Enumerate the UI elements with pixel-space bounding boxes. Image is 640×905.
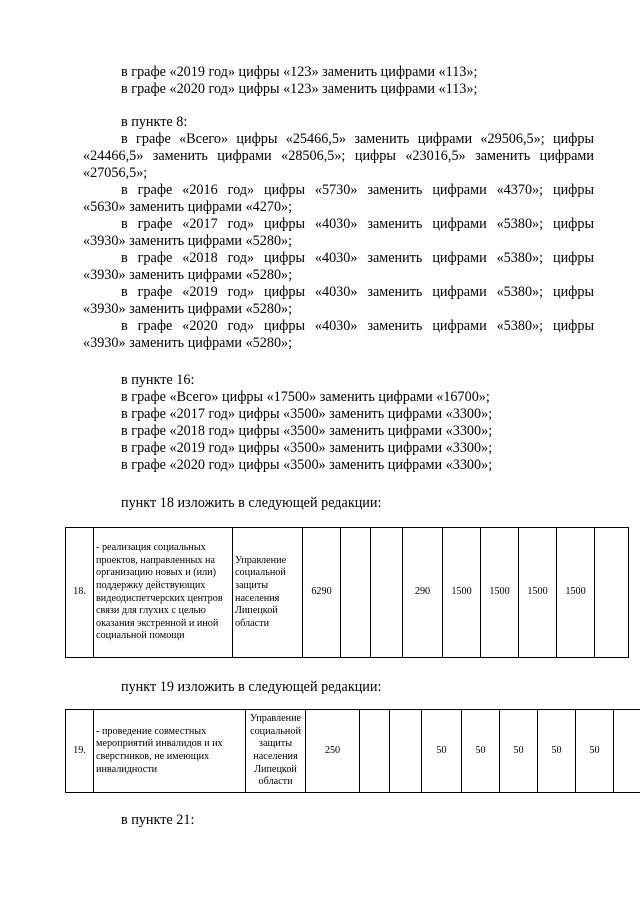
text-line: «27056,5»; (83, 165, 148, 181)
row-year-cell: 1500 (481, 528, 519, 658)
row-year-cell: 50 (538, 710, 576, 793)
row-description: - проведение совместных мероприятий инвалидов и их сверстников, не имеющих инвалидности (94, 710, 246, 793)
row-year-cell: 50 (500, 710, 538, 793)
text-line: «3930» заменить цифрами «5280»; (83, 267, 293, 283)
text-line: «24466,5» заменить цифрами «28506,5»; цифры «23016,5» заменить цифрами (83, 148, 594, 164)
text-line: в графе «2019 год» цифры «123» заменить цифрами «113»; (121, 64, 478, 80)
row-organization: Управление социальной защиты населения Липецкой области (233, 528, 303, 658)
row-organization: Управление социальной защиты населения Липецкой области (246, 710, 306, 793)
text-line: в графе «Всего» цифры «17500» заменить цифрами «16700»; (121, 389, 490, 405)
text-line: в графе «2020 год» цифры «4030» заменить цифрами «5380»; цифры (121, 318, 594, 334)
text-line: «3930» заменить цифрами «5280»; (83, 233, 293, 249)
row-year-cell: 290 (403, 528, 443, 658)
table-row-18 (65, 527, 629, 658)
text-line: в графе «2020 год» цифры «3500» заменить цифрами «3300»; (121, 457, 493, 473)
text-line: в графе «2019 год» цифры «3500» заменить цифрами «3300»; (121, 440, 493, 456)
text-line: «3930» заменить цифрами «5280»; (83, 335, 293, 351)
text-line: в графе «Всего» цифры «25466,5» заменить цифрами «29506,5»; цифры (121, 131, 594, 147)
row-year-cell (341, 528, 371, 658)
row-year-cell: 50 (462, 710, 500, 793)
row-number: 19. (66, 710, 94, 793)
row-year-cell: 1500 (443, 528, 481, 658)
row-extra-cell (614, 710, 640, 793)
row-year-cell: 50 (422, 710, 462, 793)
table-row-19 (65, 709, 640, 793)
row-year-cell: 1500 (557, 528, 595, 658)
row-number: 18. (66, 528, 94, 658)
row-year-cell (390, 710, 422, 793)
row-description: - реализация социальных проектов, направленных на организацию новых и (или) поддержку действующих видеодиспетчерских центров связи для глухих с целью оказания экстренной и иной социальной помощи (94, 528, 233, 658)
section-heading: пункт 19 изложить в следующей редакции: (121, 679, 382, 695)
section-heading: в пункте 16: (121, 372, 195, 388)
row-total: 250 (306, 710, 360, 793)
text-line: в графе «2017 год» цифры «4030» заменить цифрами «5380»; цифры (121, 216, 594, 232)
section-heading: в пункте 8: (121, 114, 188, 130)
row-extra-cell (595, 528, 629, 658)
row-year-cell: 1500 (519, 528, 557, 658)
section-heading: в пункте 21: (121, 812, 195, 828)
text-line: в графе «2019 год» цифры «4030» заменить цифрами «5380»; цифры (121, 284, 594, 300)
text-line: в графе «2018 год» цифры «3500» заменить цифрами «3300»; (121, 423, 493, 439)
text-line: «5630» заменить цифрами «4270»; (83, 199, 293, 215)
section-heading: пункт 18 изложить в следующей редакции: (121, 495, 382, 511)
row-total: 6290 (303, 528, 341, 658)
text-line: в графе «2017 год» цифры «3500» заменить цифрами «3300»; (121, 406, 493, 422)
text-line: «3930» заменить цифрами «5280»; (83, 301, 293, 317)
text-line: в графе «2020 год» цифры «123» заменить цифрами «113»; (121, 81, 478, 97)
text-line: в графе «2016 год» цифры «5730» заменить цифрами «4370»; цифры (121, 182, 594, 198)
row-year-cell (360, 710, 390, 793)
row-year-cell: 50 (576, 710, 614, 793)
text-line: в графе «2018 год» цифры «4030» заменить цифрами «5380»; цифры (121, 250, 594, 266)
row-year-cell (371, 528, 403, 658)
